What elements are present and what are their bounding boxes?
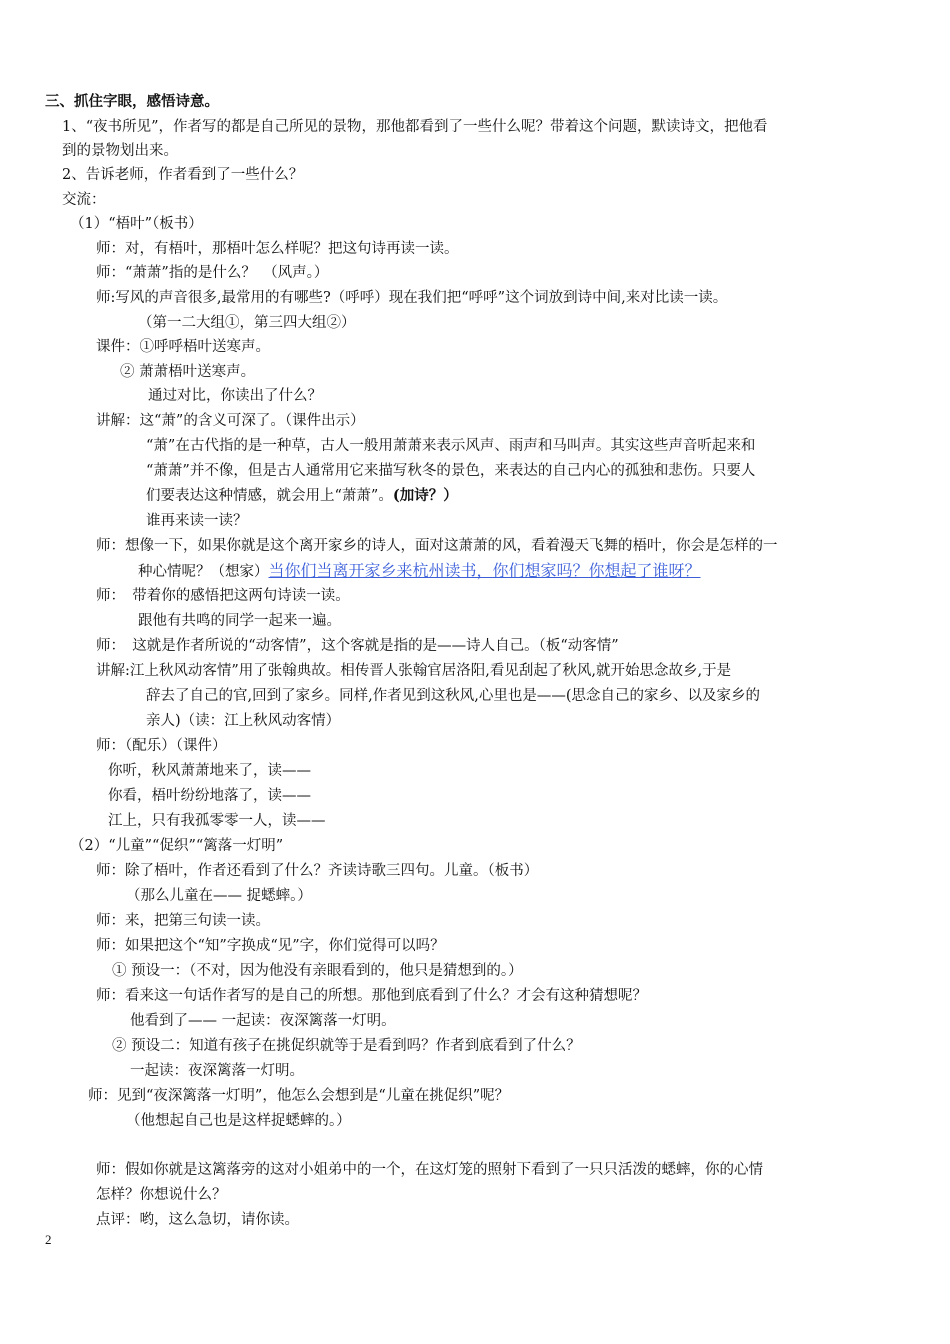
text-line-bold-note: (加诗？） [392, 487, 458, 504]
text-line: 到的景物划出来。 [62, 143, 178, 159]
text-line: 师：来，把第三句读一读。 [96, 913, 270, 929]
text-line: ① 预设一：（不对，因为他没有亲眼看到的，他只是猜想到的。） [112, 963, 523, 979]
text-line: 师：想像一下，如果你就是这个离开家乡的诗人，面对这萧萧的风，看着漫天飞舞的梧叶，你会是怎样的一 [96, 538, 778, 554]
text-line: （那么儿童在—— 捉蟋蟀。） [126, 888, 312, 904]
text-line: 师：“萧萧”指的是什么？ （风声。） [96, 265, 329, 281]
text-line: 跟他有共鸣的同学一起来一遍。 [138, 613, 341, 629]
text-line: 师：（配乐）（课件） [96, 738, 227, 754]
text-line: 2、告诉老师，作者看到了一些什么？ [62, 167, 304, 183]
text-line: 讲解:江上秋风动客情”用了张翰典故。相传晋人张翰官居洛阳,看见刮起了秋风,就开始思念故乡,于是 [96, 663, 732, 679]
text-line [146, 486, 458, 506]
text-line: 师：除了梧叶，作者还看到了什么？齐读诗歌三四句。儿童。（板书） [96, 863, 539, 879]
page-number: 2 [45, 1232, 52, 1247]
text-line [138, 561, 701, 582]
text-line: 师：看来这一句话作者写的是自己的所想。那他到底看到了什么？才会有这种猜想呢？ [96, 988, 647, 1004]
text-line: （他想起自己也是这样捉蟋蟀的。） [126, 1113, 351, 1129]
text-line: 讲解：这“萧”的含义可深了。（课件出示） [96, 413, 365, 429]
text-line: 师：假如你就是这篱落旁的这对小姐弟中的一个，在这灯笼的照射下看到了一只只活泼的蟋蟀，你的心情 [96, 1162, 763, 1178]
text-line: 通过对比，你读出了什么？ [148, 388, 322, 404]
text-line: 怎样？你想说什么？ [96, 1187, 227, 1203]
text-line: （第一二大组①，第三四大组②） [138, 315, 356, 331]
text-line: 师： 这就是作者所说的“动客情”，这个客就是指的是——诗人自己。（板“动客情” [96, 638, 619, 654]
text-line: ② 预设二：知道有孩子在挑促织就等于是看到吗？作者到底看到了什么？ [112, 1038, 581, 1054]
text-line: 师：如果把这个“知”字换成“见”字，你们觉得可以吗？ [96, 938, 445, 954]
section-heading: 三、抓住字眼，感悟诗意。 [45, 93, 219, 110]
text-line: 点评：哟，这么急切，请你读。 [96, 1212, 299, 1228]
text-line-main: 种心情呢？（想家） [138, 564, 269, 580]
text-line: （1）“梧叶”（板书） [70, 216, 203, 232]
text-line: 交流： [62, 192, 106, 208]
text-line: 师： 带着你的感悟把这两句诗读一读。 [96, 588, 350, 604]
text-line-main: 们要表达这种情感，就会用上“萧萧”。 [146, 488, 393, 504]
text-line: 谁再来读一读？ [146, 513, 248, 529]
text-line: 课件：①呼呼梧叶送寒声。 [96, 339, 270, 355]
text-line: （2）“儿童”“促织”“篱落一灯明” [70, 838, 284, 854]
text-line: “萧”在古代指的是一种草，古人一般用萧萧来表示风声、雨声和马叫声。其实这些声音听起来和 [146, 438, 756, 454]
text-line: 他看到了—— 一起读：夜深篱落一灯明。 [130, 1013, 396, 1029]
text-line: 亲人)（读：江上秋风动客情） [146, 713, 341, 729]
text-line: 师:写风的声音很多,最常用的有哪些?（呼呼）现在我们把“呼呼”这个词放到诗中间,来对比读一读。 [96, 290, 728, 306]
text-line: 江上，只有我孤零零一人，读—— [108, 813, 326, 829]
text-line: 辞去了自己的官,回到了家乡。同样,作者见到这秋风,心里也是——(思念自己的家乡、以及家乡的 [146, 688, 760, 704]
text-line: 师：见到“夜深篱落一灯明”，他怎么会想到是“儿童在挑促织”呢？ [88, 1088, 510, 1104]
text-line: 你听，秋风萧萧地来了，读—— [108, 763, 311, 779]
text-line: 师：对，有梧叶，那梧叶怎么样呢？把这句诗再读一读。 [96, 241, 459, 257]
text-line: ② 萧萧梧叶送寒声。 [120, 364, 256, 380]
text-line: 1、“夜书所见”，作者写的都是自己所见的景物，那他都看到了一些什么呢？带着这个问题，默读诗文，把他看 [62, 119, 768, 135]
text-line: 一起读：夜深篱落一灯明。 [130, 1063, 304, 1079]
text-line: 你看，梧叶纷纷地落了，读—— [108, 788, 311, 804]
text-line: “萧萧”并不像，但是古人通常用它来描写秋冬的景色，来表达的自己内心的孤独和悲伤。只要人 [146, 463, 756, 479]
highlighted-link-text[interactable]: 当你们当离开家乡来杭州读书，你们想家吗？你想起了谁呀？ [268, 561, 701, 580]
